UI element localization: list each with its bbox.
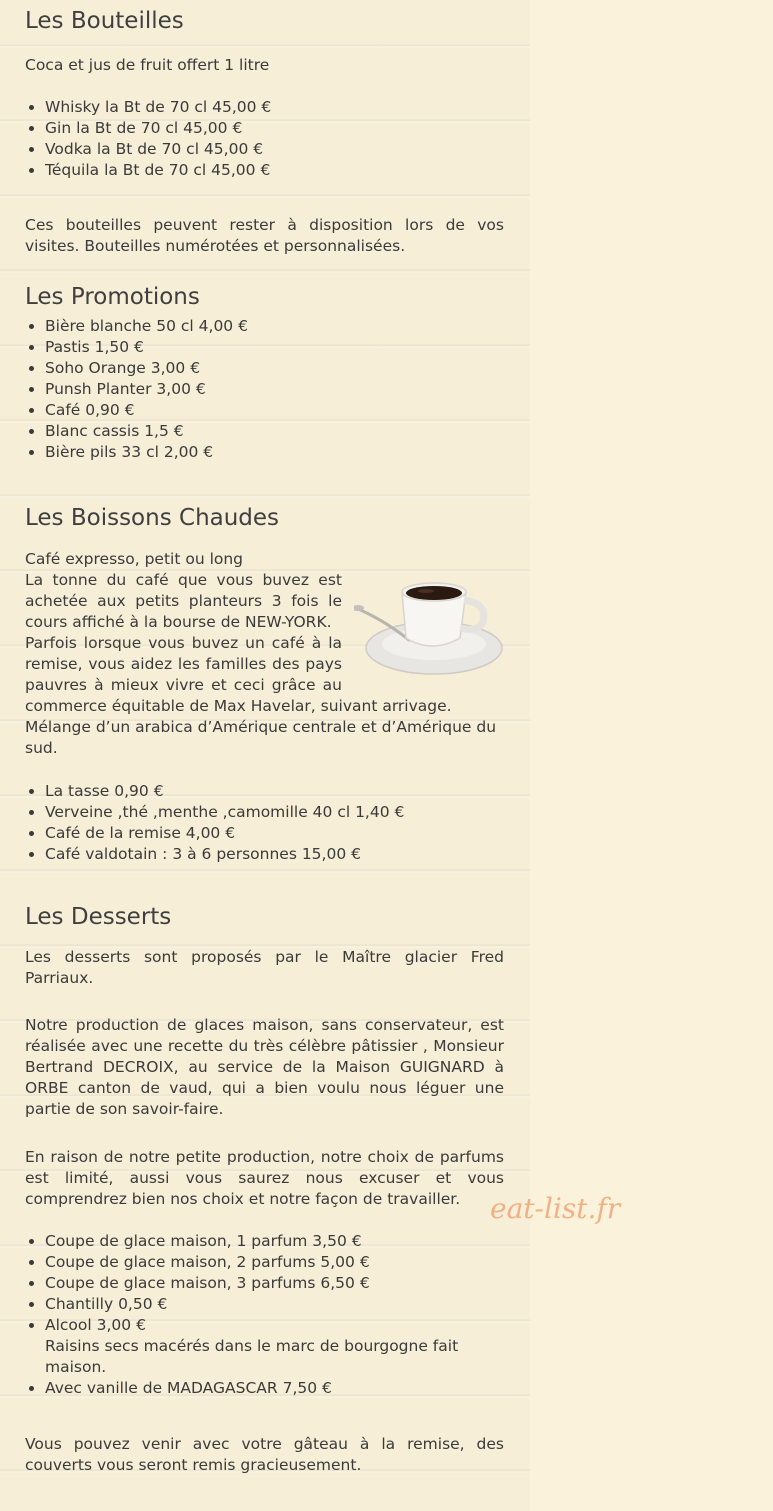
boissons-chaudes-text [25, 549, 504, 759]
list-item: • Téquila la Bt de 70 cl 45,00 € [45, 160, 504, 181]
list-item: • Coupe de glace maison, 1 parfum 3,50 € [45, 1231, 504, 1252]
bouteilles-intro: Coca et jus de fruit offert 1 litre [25, 56, 270, 74]
desserts-paragraph-2: Notre production de glaces maison, sans conservateur, est réalisée avec une recette du très célèbre pâtissier , Monsieur Bertrand DECROIX, au service de la Maison GUIGNARD à ORBE canton de vaud, qui a bien voulu nous léguer une partie de son savoir-faire. [25, 1016, 504, 1118]
bouteilles-list [25, 97, 504, 181]
section-title-boissons-chaudes: Les Boissons Chaudes [25, 505, 280, 531]
list-item: • Café de la remise 4,00 € [45, 823, 504, 844]
list-item: • Gin la Bt de 70 cl 45,00 € [45, 118, 504, 139]
alcool-label: Alcool 3,00 € [45, 1316, 146, 1334]
site-watermark: eat-list.fr [490, 1192, 621, 1225]
chaudes-line1: Café expresso, petit ou long [25, 550, 244, 568]
list-item: • Chantilly 0,50 € [45, 1294, 504, 1315]
chaudes-paragraph: La tonne du café que vous buvez est achetée aux petits planteurs 3 fois le cours affiché à la bourse de NEW-YORK. [25, 571, 342, 631]
section-title-desserts: Les Desserts [25, 904, 172, 930]
desserts-paragraph-3: En raison de notre petite production, notre choix de parfums est limité, aussi vous saurez nous excuser et vous comprendrez bien nos choix et notre façon de travailler. [25, 1148, 504, 1208]
list-item: • Café 0,90 € [45, 400, 504, 421]
desserts-list [25, 1231, 504, 1399]
list-item: • Vodka la Bt de 70 cl 45,00 € [45, 139, 504, 160]
list-item: • La tasse 0,90 € [45, 781, 504, 802]
list-item: • Soho Orange 3,00 € [45, 358, 504, 379]
list-item: • Verveine ,thé ,menthe ,camomille 40 cl 1,40 € [45, 802, 504, 823]
alcool-note: Raisins secs macérés dans le marc de bourgogne fait maison. [45, 1337, 459, 1376]
list-item: • Bière pils 33 cl 2,00 € [45, 442, 504, 463]
list-item: • Punsh Planter 3,00 € [45, 379, 504, 400]
list-item: • Blanc cassis 1,5 € [45, 421, 504, 442]
boissons-chaudes-list [25, 781, 504, 865]
desserts-footer: Vous pouvez venir avec votre gâteau à la remise, des couverts vous seront remis gracieusement. [25, 1435, 504, 1474]
chaudes-paragraph-2: Parfois lorsque vous buvez un café à la remise, vous aidez les familles des pays pauvres à mieux vivre et ceci grâce au commerce équitable de Max Havelar, suivant arrivage. [25, 634, 452, 715]
list-item: • Avec vanille de MADAGASCAR 7,50 € [45, 1378, 504, 1399]
list-item: • Café valdotain : 3 à 6 personnes 15,00 € [45, 844, 504, 865]
menu-content [25, 0, 504, 1476]
section-title-promotions: Les Promotions [25, 284, 200, 310]
list-item: • Coupe de glace maison, 2 parfums 5,00 € [45, 1252, 504, 1273]
promotions-list [25, 316, 504, 463]
list-item: • Bière blanche 50 cl 4,00 € [45, 316, 504, 337]
list-item: • Whisky la Bt de 70 cl 45,00 € [45, 97, 504, 118]
desserts-paragraph-1: Les desserts sont proposés par le Maître glacier Fred Parriaux. [25, 948, 504, 987]
list-item: • Pastis 1,50 € [45, 337, 504, 358]
section-title-bouteilles: Les Bouteilles [25, 8, 184, 34]
chaudes-paragraph-3: Mélange d’un arabica d’Amérique centrale et d’Amérique du sud. [25, 718, 497, 757]
coffee-cup-image [354, 570, 504, 682]
list-item: • Coupe de glace maison, 3 parfums 6,50 € [45, 1273, 504, 1294]
list-item-alcool [45, 1315, 504, 1378]
bouteilles-note: Ces bouteilles peuvent rester à disposition lors de vos visites. Bouteilles numérotées et personnalisées. [25, 216, 504, 255]
